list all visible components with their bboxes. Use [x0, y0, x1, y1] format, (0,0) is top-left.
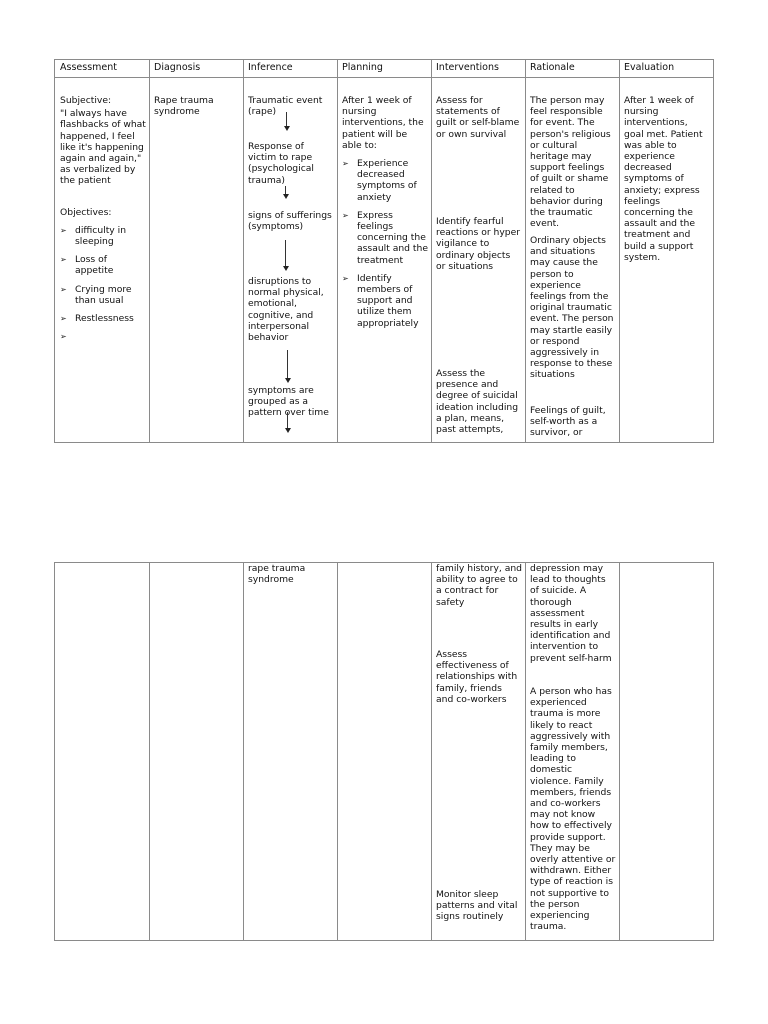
down-arrow-icon: [287, 412, 288, 430]
column-divider: [243, 563, 244, 940]
inference-step: symptoms are grouped as a pattern over time: [248, 385, 329, 419]
intervention-item: Assess for statements of guilt or self-blame or own survival: [436, 95, 520, 140]
intervention-item: Assess effectiveness of relationships with family, friends and co-workers: [436, 649, 518, 705]
column-divider: [431, 60, 432, 442]
objectives-label: Objectives:: [60, 206, 112, 218]
column-divider: [337, 60, 338, 442]
planning-goal: ➢ Experience decreased symptoms of anxiety: [342, 158, 428, 203]
down-arrow-icon: [287, 350, 288, 380]
rationale-item: A person who has experienced trauma is more likely to react aggressively with family members, leading to domestic violence. Family members, friends and co-workers may not know how to effectively provide support. They may be overly attentive or withdrawn. Either type of reaction is not supportive to the person experiencing trauma.: [530, 686, 616, 933]
header-divider: [55, 77, 713, 78]
objectives-list: [60, 225, 146, 324]
header-planning: Planning: [342, 62, 383, 73]
inference-step: Traumatic event (rape): [248, 95, 323, 118]
rationale-item: depression may lead to thoughts of suicide. A thorough assessment results in early identification and intervention to prevent self-harm: [530, 563, 612, 664]
column-divider: [243, 60, 244, 442]
header-inference: Inference: [248, 62, 293, 73]
inference-step: Response of victim to rape (psychological trauma): [248, 141, 314, 186]
column-divider: [149, 563, 150, 940]
evaluation-text: After 1 week of nursing interventions, goal met. Patient was able to experience decreased symptoms of anxiety; express feelings concerning the assault and the treatment and build a support system.: [624, 95, 703, 263]
rationale-item: Ordinary objects and situations may cause the person to experience feelings from the original traumatic event. The person may startle easily or respond aggressively in response to these situations: [530, 235, 614, 381]
planning-cell: [342, 95, 428, 336]
subjective-label: Subjective:: [60, 95, 112, 106]
planning-goal: ➢ Identify members of support and utilize them appropriately: [342, 273, 428, 329]
column-divider: [619, 563, 620, 940]
column-divider: [619, 60, 620, 442]
inference-step: rape trauma syndrome: [248, 563, 306, 586]
column-divider: [337, 563, 338, 940]
down-arrow-icon: [285, 186, 286, 196]
down-arrow-icon: [285, 240, 286, 268]
column-divider: [525, 563, 526, 940]
header-diagnosis: Diagnosis: [154, 62, 201, 73]
objective-item: ➢ Crying more than usual: [60, 284, 146, 306]
column-divider: [431, 563, 432, 940]
inference-step: signs of sufferings (symptoms): [248, 210, 332, 233]
intervention-item: Identify fearful reactions or hyper vigilance to ordinary objects or situations: [436, 216, 521, 272]
planning-goal: ➢ Express feelings concerning the assault and the treatment: [342, 210, 428, 266]
planning-intro: After 1 week of nursing interventions, the patient will be able to:: [342, 95, 424, 151]
planning-goals-list: [342, 158, 428, 329]
rationale-item: Feelings of guilt, self-worth as a survivor, or: [530, 405, 606, 439]
header-evaluation: Evaluation: [624, 62, 675, 73]
care-plan-table-page-2: [54, 562, 714, 941]
care-plan-table-page-1: [54, 59, 714, 443]
header-interventions: Interventions: [436, 62, 499, 73]
column-divider: [525, 60, 526, 442]
objective-item: ➢ Loss of appetite: [60, 254, 146, 276]
header-assessment: Assessment: [60, 62, 117, 73]
header-rationale: Rationale: [530, 62, 575, 73]
objective-item: ➢ difficulty in sleeping: [60, 225, 146, 247]
intervention-item: family history, and ability to agree to a contract for safety: [436, 563, 523, 608]
down-arrow-icon: [286, 112, 287, 128]
assessment-cell: [60, 95, 146, 331]
diagnosis-text: Rape trauma syndrome: [154, 95, 214, 118]
intervention-item: Assess the presence and degree of suicidal ideation including a plan, means, past attempts,: [436, 368, 519, 436]
intervention-item: Monitor sleep patterns and vital signs routinely: [436, 889, 518, 923]
column-divider: [149, 60, 150, 442]
objective-item: ➢ Restlessness: [60, 313, 146, 324]
inference-step: disruptions to normal physical, emotional, cognitive, and interpersonal behavior: [248, 276, 324, 344]
patient-quote: "I always have flashbacks of what happened, I feel like it's happening again and again," as verbalized by the patient: [60, 108, 146, 187]
rationale-item: The person may feel responsible for event. The person's religious or cultural heritage may support feelings of guilt or shame related to behavior during the traumatic event.: [530, 95, 611, 230]
